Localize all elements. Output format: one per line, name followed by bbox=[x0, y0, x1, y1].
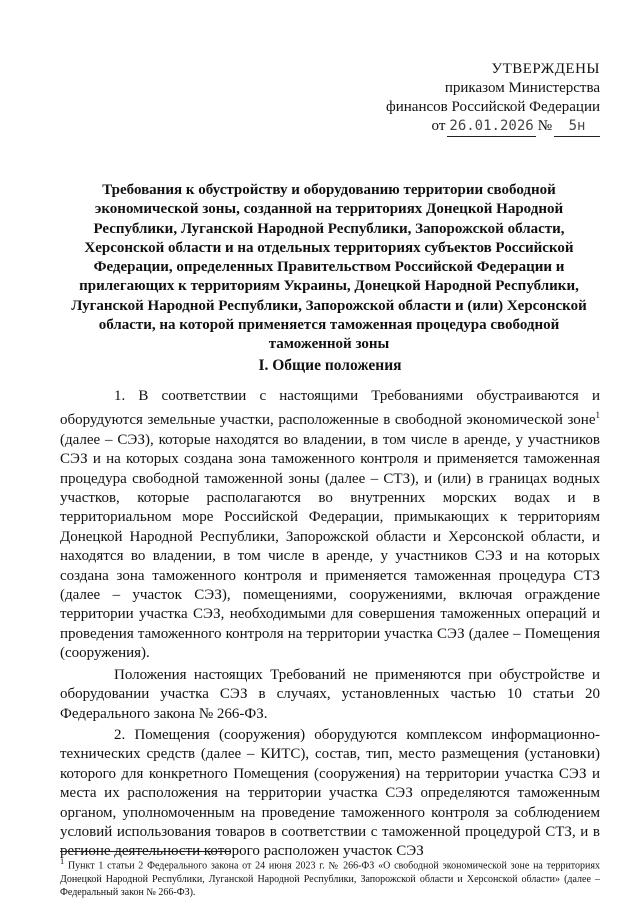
footnote-mark: 1 bbox=[60, 857, 65, 866]
paragraph-1 bbox=[60, 387, 600, 664]
paragraph-1-start: 1. В соответствии с настоящими Требованиями обустраиваются и оборудуются земельные участки, расположенные в свободной экономической зоне bbox=[60, 388, 600, 429]
paragraph-3: 2. Помещения (сооружения) оборудуются комплексом информационно-технических средств (далее – КИТС), состав, тип, место размещения (установки) которого для конкретного Помещения (сооружения) на территории участка СЭЗ и места их расположения на территории участка СЭЗ определяются таможенным органом, уполномоченным на проведение таможенного контроля за соблюдением условий использования товаров в соответствии с таможенной процедурой СТЗ, и в регионе деятельности которого расположен участок СЭЗ bbox=[60, 726, 600, 860]
paragraph-2: Положения настоящих Требований не применяются при обустройстве и оборудовании участка СЭЗ в случаях, установленных частью 10 статьи 20 Федерального закона № 266-ФЗ. bbox=[60, 666, 600, 722]
paragraph-1-end: (далее – СЭЗ), которые находятся во владении, в том числе в аренде, у участников СЭЗ и на которых создана зона таможенного контроля и применяется таможенная процедура свободной таможенной зоны (далее – СТЗ), и (или) в границах водных участков, которые располагаются во внутренних морских водах и в территориальном море Российской Федерации, примыкающих к территориям Донецкой Народной Республики, Запорожской области и Херсонской области, и находятся во владении, в том числе в аренде, у участников СЭЗ и на которых создана зона таможенного контроля и применяется таможенная процедура СТЗ (далее – участок СЭЗ), помещениями, сооружениями, включая ограждение территории участка СЭЗ, необходимыми для совершения таможенных операций и проведения таможенного контроля на территории участка СЭЗ (далее – Помещения (сооружения). bbox=[60, 431, 600, 662]
number-sign: № bbox=[537, 118, 552, 134]
document-title: Требования к обустройству и оборудованию территории свободной экономической зоны, созданной на территориях Донецкой Народной Республики, Луганской Народной Республики, Запорожской области, Херсонской области и на отдельных территориях субъектов Российской Федерации, определенных Правительством Российской Федерации и прилегающих к территориям Украины, Донецкой Народной Республики, Луганской Народной Республики, Запорожской области и (или) Херсонской области, на которой применяется таможенная процедура свободной таможенной зоны bbox=[71, 182, 587, 353]
section-heading: I. Общие положения bbox=[258, 357, 402, 374]
footnote-divider bbox=[60, 851, 230, 852]
approval-number: 5н bbox=[554, 117, 600, 137]
approval-title: УТВЕРЖДЕНЫ bbox=[491, 61, 600, 77]
footnote-reference: 1 bbox=[595, 410, 600, 421]
approval-date-line bbox=[370, 117, 600, 137]
footnote bbox=[60, 855, 600, 900]
date-prefix: от bbox=[431, 118, 446, 134]
footnote-text: Пункт 1 статьи 2 Федерального закона от 24 июня 2023 г. № 266-ФЗ «О свободной экономической зоне на территориях Донецкой Народной Республики, Луганской Народной Республики, Запорожской области и Херсонской области» (далее – Федеральный закон № 266-ФЗ). bbox=[60, 860, 600, 899]
approval-line-2: финансов Российской Федерации bbox=[386, 99, 600, 115]
document-body bbox=[60, 387, 600, 864]
approval-block bbox=[370, 60, 600, 137]
approval-line-1: приказом Министерства bbox=[444, 80, 600, 96]
approval-date: 26.01.2026 bbox=[447, 117, 535, 137]
